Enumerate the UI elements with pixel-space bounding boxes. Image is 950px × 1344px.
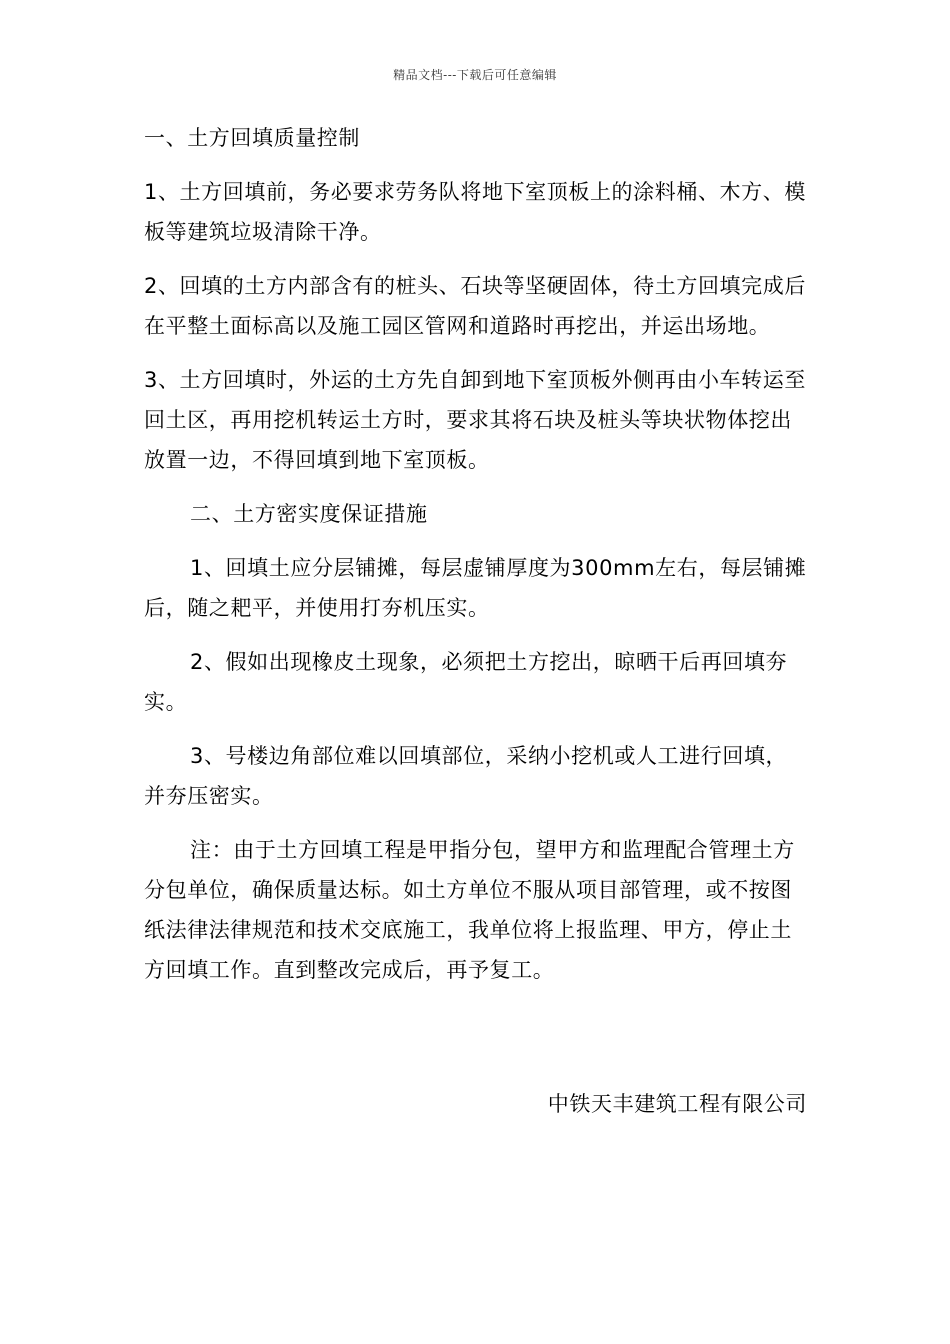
section2-item-2: 2、假如出现橡皮土现象，必须把土方挖出，晾晒干后再回填夯实。 (144, 650, 788, 714)
section2-item-3: 3、号楼边角部位难以回填部位，采纳小挖机或人工进行回填，并夯压密实。 (144, 744, 788, 808)
section1-item-3: 3、土方回填时，外运的土方先自卸到地下室顶板外侧再由小车转运至回土区，再用挖机转运土方时，要求其将石块及桩头等块状物体挖出放置一边，不得回填到地下室顶板。 (144, 368, 806, 472)
section1-title: 一、土方回填质量控制 (144, 126, 360, 150)
page-header: 精品文档---下载后可任意编辑 (393, 68, 557, 82)
document-body (144, 118, 808, 1004)
company-signature: 中铁天丰建筑工程有限公司 (547, 1092, 807, 1116)
section2-item-1: 1、回填土应分层铺摊，每层虚铺厚度为300mm左右，每层铺摊后，随之耙平，并使用打夯机压实。 (144, 556, 807, 620)
section2-title: 二、土方密实度保证措施 (190, 502, 428, 526)
note-paragraph: 注：由于土方回填工程是甲指分包，望甲方和监理配合管理土方分包单位，确保质量达标。如土方单位不服从项目部管理，或不按图纸法律法律规范和技术交底施工，我单位将上报监理、甲方，停止土方回填工作。直到整改完成后，再予复工。 (144, 838, 795, 982)
section1-item-2: 2、回填的土方内部含有的桩头、石块等坚硬固体，待土方回填完成后在平整土面标高以及施工园区管网和道路时再挖出，并运出场地。 (144, 274, 806, 338)
section1-item-1: 1、土方回填前，务必要求劳务队将地下室顶板上的涂料桶、木方、模板等建筑垃圾清除干净。 (144, 180, 806, 244)
